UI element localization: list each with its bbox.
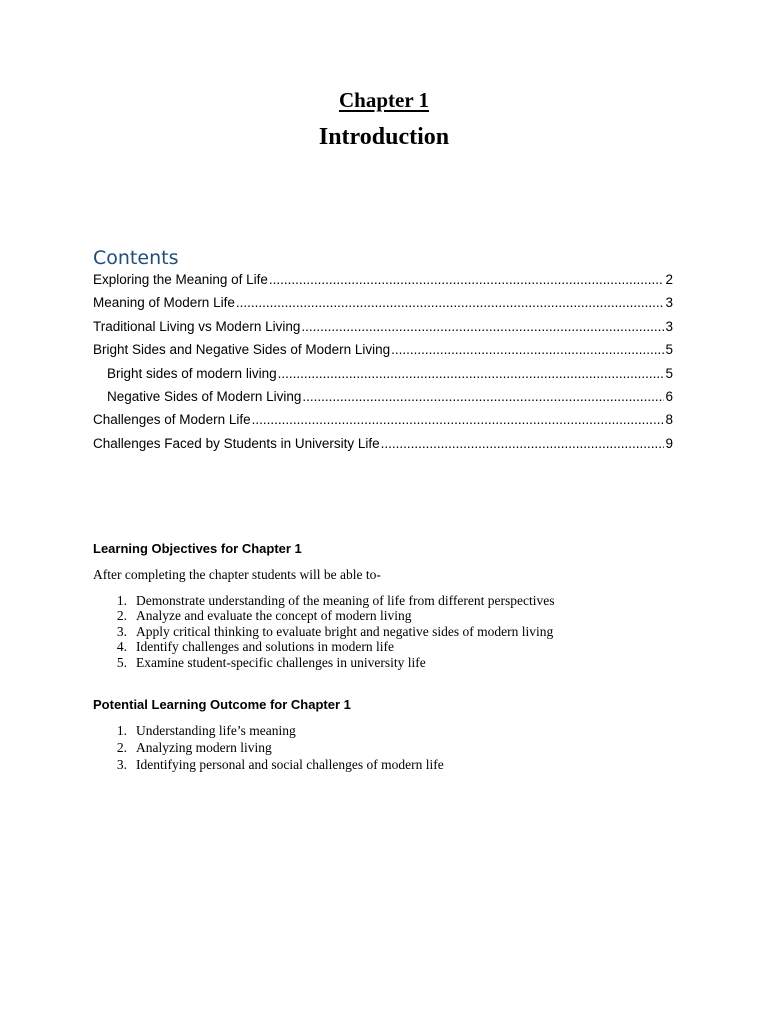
toc-entry-title: Negative Sides of Modern Living	[107, 388, 302, 404]
list-item	[93, 757, 444, 774]
list-number: 3.	[116, 623, 127, 639]
objectives-heading: Learning Objectives for Chapter 1	[93, 541, 302, 556]
toc-entry-title: Bright Sides and Negative Sides of Modern Living	[93, 342, 391, 358]
toc-entry[interactable]	[93, 318, 673, 341]
toc-entry-title: Meaning of Modern Life	[93, 295, 235, 311]
list-item-text: Examine student-specific challenges in university life	[136, 654, 426, 670]
list-number: 5.	[116, 654, 127, 670]
list-number: 2.	[116, 739, 127, 755]
toc-page-number: 5	[665, 365, 673, 381]
list-item-text: Analyzing modern living	[136, 739, 272, 755]
toc-page-number: 8	[665, 412, 673, 428]
list-item	[93, 608, 555, 623]
toc-page-number: 3	[665, 318, 673, 334]
toc-entry-title: Bright sides of modern living	[107, 365, 277, 381]
list-item-text: Identify challenges and solutions in modern life	[136, 639, 394, 655]
list-item	[93, 655, 555, 670]
toc-dot-leader	[301, 318, 664, 336]
table-of-contents	[93, 271, 673, 458]
toc-page-number: 3	[665, 295, 673, 311]
chapter-title: Introduction	[318, 124, 450, 150]
objectives-list	[93, 593, 555, 670]
objectives-intro: After completing the chapter students will be able to-	[93, 567, 381, 582]
toc-dot-leader	[252, 411, 665, 429]
toc-entry-title: Challenges of Modern Life	[93, 412, 251, 428]
toc-page-number: 2	[665, 272, 673, 287]
list-item	[93, 639, 555, 654]
toc-entry[interactable]	[93, 271, 673, 294]
toc-dot-leader	[302, 388, 664, 406]
toc-dot-leader	[381, 435, 665, 453]
toc-entry[interactable]	[93, 411, 673, 434]
list-item-text: Understanding life’s meaning	[136, 723, 296, 738]
toc-heading: Contents	[93, 247, 179, 269]
outcomes-heading: Potential Learning Outcome for Chapter 1	[93, 697, 351, 712]
list-number: 2.	[116, 608, 127, 624]
toc-dot-leader	[236, 294, 665, 312]
list-item	[93, 740, 444, 757]
list-number: 3.	[116, 756, 127, 772]
list-item	[93, 723, 444, 740]
toc-entry[interactable]	[93, 294, 673, 317]
toc-entry-title: Exploring the Meaning of Life	[93, 272, 268, 287]
outcomes-list	[93, 723, 444, 773]
chapter-label: Chapter 1	[338, 88, 430, 112]
toc-entry[interactable]	[93, 435, 673, 458]
toc-subentry[interactable]	[93, 388, 673, 411]
list-item-text: Analyze and evaluate the concept of modern living	[136, 608, 412, 624]
toc-page-number: 5	[665, 342, 673, 358]
toc-entry-title: Challenges Faced by Students in University Life	[93, 435, 380, 451]
list-number: 1.	[116, 723, 127, 738]
toc-dot-leader	[391, 341, 664, 359]
list-number: 1.	[116, 593, 127, 608]
list-item-text: Demonstrate understanding of the meaning of life from different perspectives	[136, 593, 555, 608]
toc-entry-title: Traditional Living vs Modern Living	[93, 318, 301, 334]
toc-page-number: 9	[665, 435, 673, 451]
toc-page-number: 6	[665, 388, 673, 404]
list-item-text: Identifying personal and social challenges of modern life	[136, 756, 444, 772]
list-item	[93, 624, 555, 639]
list-item	[93, 593, 555, 608]
toc-entry[interactable]	[93, 341, 673, 364]
list-number: 4.	[116, 639, 127, 655]
toc-dot-leader	[278, 365, 665, 383]
toc-dot-leader	[269, 271, 665, 289]
list-item-text: Apply critical thinking to evaluate bright and negative sides of modern living	[136, 623, 554, 639]
toc-subentry[interactable]	[93, 365, 673, 388]
